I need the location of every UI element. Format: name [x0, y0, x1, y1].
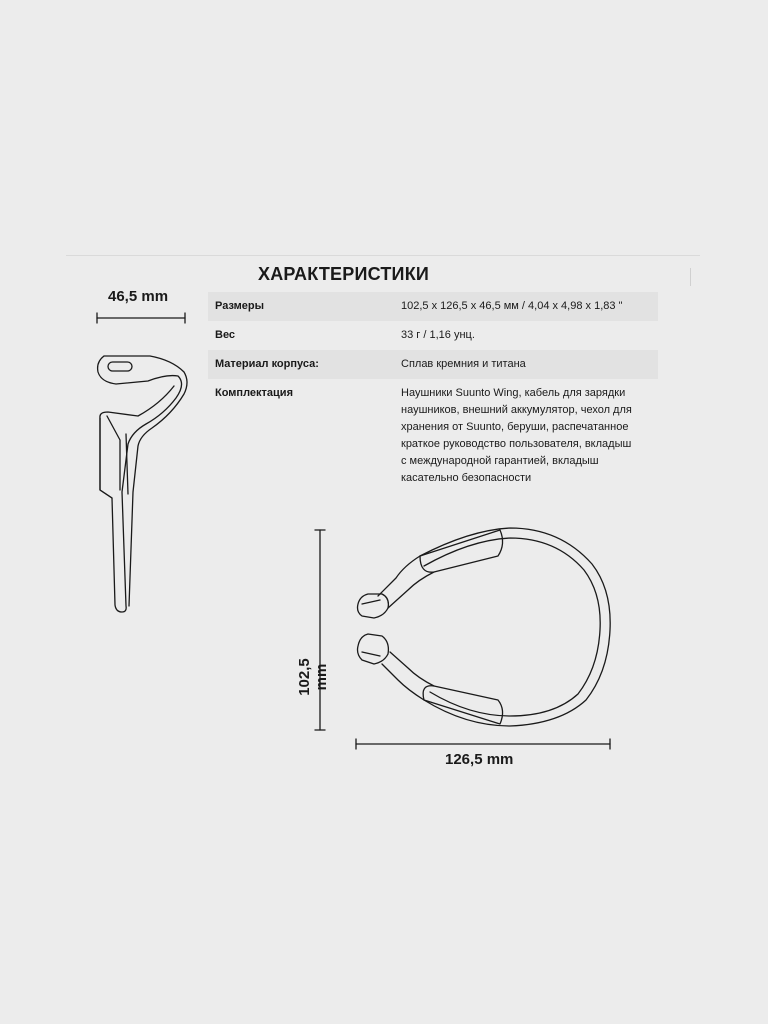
spec-label: Материал корпуса: — [215, 358, 319, 370]
spec-value: Наушники Suunto Wing, кабель для зарядки наушников, внешний аккумулятор, чехол для хранения от Suunto, беруши, распечатанное краткое руководство пользователя, вкладыш с международной гарантией, вкладыш касательно безопасности — [401, 387, 632, 484]
spec-value: 102,5 x 126,5 x 46,5 мм / 4,04 x 4,98 x 1,83 " — [401, 300, 623, 312]
top-view-headphone — [358, 528, 611, 726]
page-title: ХАРАКТЕРИСТИКИ — [258, 264, 430, 284]
spec-label: Размеры — [215, 300, 265, 312]
side-view-headphone — [98, 356, 187, 612]
spec-label: Комплектация — [215, 387, 293, 399]
spec-value: 33 г / 1,16 унц. — [401, 329, 475, 341]
spec-value: Сплав кремния и титана — [401, 358, 526, 370]
spec-label: Вес — [215, 329, 236, 341]
width-label: 46,5 mm — [108, 288, 169, 305]
length-dimension-line — [356, 739, 610, 749]
length-label: 126,5 mm — [445, 751, 514, 768]
height-label: 102,5 mm — [296, 658, 330, 696]
width-dimension-line — [97, 313, 185, 323]
